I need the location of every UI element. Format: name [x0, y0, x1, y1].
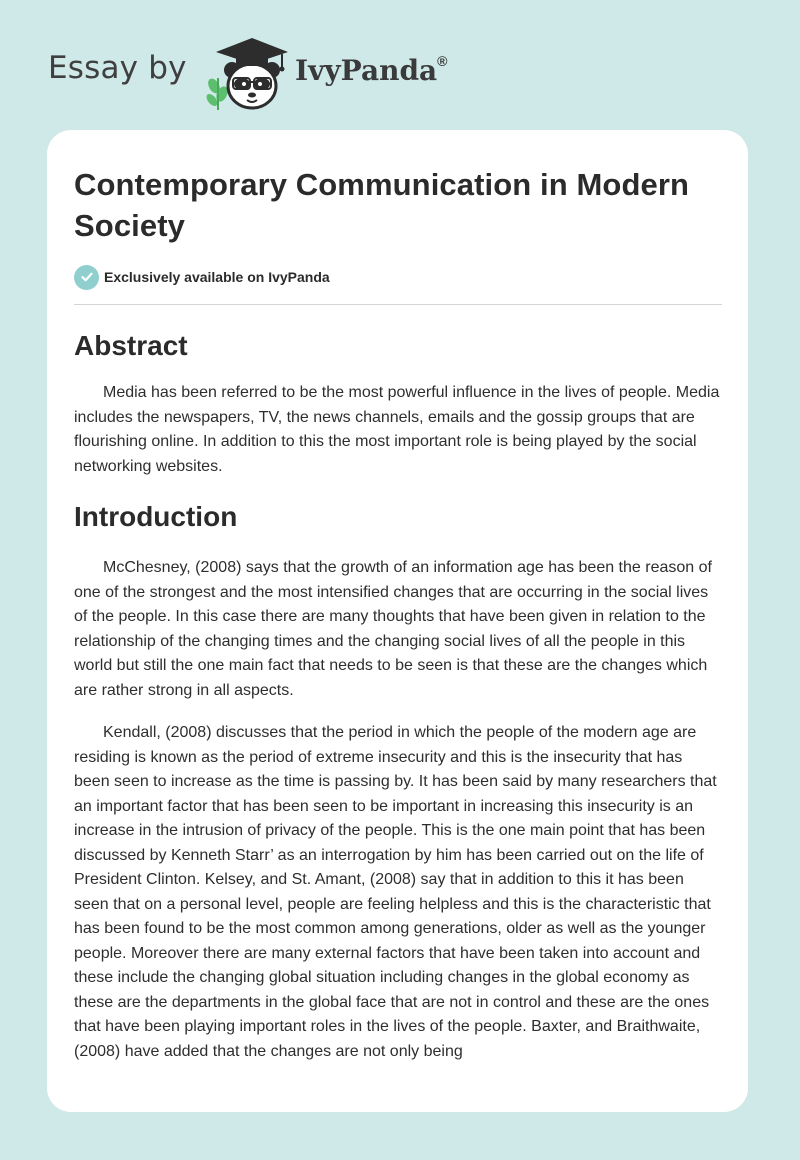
- essay-by-label: Essay by: [48, 50, 187, 86]
- divider: [74, 304, 722, 305]
- badge-label: Exclusively available on IvyPanda: [104, 269, 330, 285]
- check-circle-icon: [74, 265, 99, 290]
- page-title: Contemporary Communication in Modern Society: [74, 167, 690, 243]
- paragraph: Kendall, (2008) discusses that the period in which the people of the modern age are residing is known as the period of extreme insecurity and this is the insecurity that has been seen to increase as the time is passing by. It has been said by many researchers that an important factor that has been seen to be important in increasing this insecurity is an increase in the intrusion of privacy of the people. This is the one main point that has been discussed by Kenneth Starr’ as an interrogation by him has been carried out on the life of President Clinton. Kelsey, and St. Amant, (2008) say that in addition to this it has been seen that on a personal level, people are feeling helpless and this is the characteristic that has been found to be the most common among generations, older as well as the younger people. Moreover there are many external factors that have been taken into account and these include the changing global situation including changes in the global economy as these are the departments in the global face that are not in control and these are the ones that have been playing important roles in the lives of the people. Baxter, and Braithwaite, (2008) have added that the changes are not only being: [74, 724, 717, 1060]
- exclusive-badge: [74, 264, 722, 290]
- registered-mark: ®: [437, 52, 448, 69]
- paragraph: McChesney, (2008) says that the growth of an information age has been the reason of one of the strongest and the most intensified changes that are occurring in the social lives of the people. In this case there are many thoughts that have been given in relation to the relationship of the changing times and the changing social lives of all the people in this world but still the one main fact that needs to be seen is that these are the changes which are rather strong in all aspects.: [74, 559, 712, 699]
- section-heading-abstract: Abstract: [74, 330, 188, 361]
- essay-card: [47, 130, 748, 1112]
- paragraph: Media has been referred to be the most powerful influence in the lives of people. Media includes the newspapers, TV, the news channels, emails and the gossip groups that are flourishing online. In addition to this the most important role is being played by the social networking websites.: [74, 384, 720, 475]
- brand-name-text: IvyPanda: [295, 54, 438, 87]
- site-header: [48, 28, 508, 112]
- section-heading-introduction: Introduction: [74, 501, 238, 532]
- panda-graduate-icon[interactable]: [200, 34, 292, 112]
- ivypanda-wordmark[interactable]: [295, 54, 448, 87]
